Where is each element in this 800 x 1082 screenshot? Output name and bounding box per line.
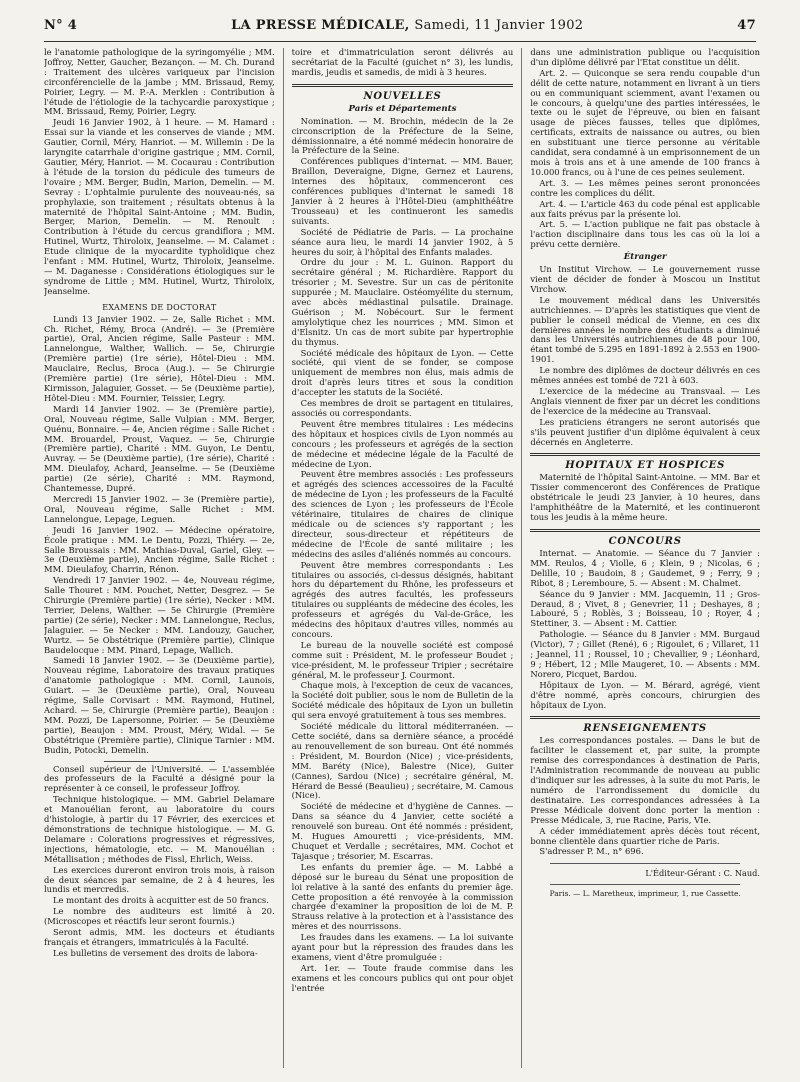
paragraph: Jeudi 16 Janvier 1902. — Médecine opératoire, École pratique : MM. Le Dentu, Pozzi, Thiéry. — 2e, Salle Broussais : MM. Mathias-Duval, Gariel, Gley. — 3e (Deuxième partie), Ancien régime, Salle Richet : MM. Dieulafoy, Charrin, Rénon. xyxy=(44,524,275,575)
paragraph: Art. 3. — Les mêmes peines seront prononcées contre les complices du délit. xyxy=(530,177,760,198)
paragraph: Ces membres de droit se partagent en titulaires, associés ou correspondants. xyxy=(291,398,514,418)
paragraph: Le mouvement médical dans les Universités autrichiennes. — D'après les statistiques que vient de publier le conseil médical de Vienne, en ces dix dernières années le nombre des étudiants a diminué dans les Universités autrichiennes de 48 pour 100, étant tombé de 5.295 en 1891-1892 à 2.553 en 1900-1901. xyxy=(530,294,760,365)
column-1 xyxy=(44,48,283,1068)
paragraph: Maternité de l'hôpital Saint-Antoine. — MM. Bar et Tissier commenceront des Conférences de Pratique obstétricale le jeudi 23 Janvier, à 10 heures, dans l'amphithéâtre de la Maternité, et les continueront tous les jeudis à la même heure. xyxy=(530,472,760,523)
paragraph: A céder immédiatement après décès tout récent, bonne clientèle dans quartier riche de Paris. xyxy=(530,825,760,846)
paragraph: Art. 5. — L'action publique ne fait pas obstacle à l'action disciplinaire dans tous les cas où la loi a prévu cette dernière. xyxy=(530,219,760,250)
page-header xyxy=(44,18,756,42)
paragraph: Séance du 9 Janvier : MM. Jacquemin, 11 ; Gros-Deraud, 8 ; Vivet, 8 ; Genevrier, 11 ; Deshayes, 8 ; Labouré, 5 ; Roblès, 3 ; Boisseau, 10 ; Royer, 4 ; Stettiner, 3. — Absent : M. Cattier. xyxy=(530,588,760,629)
paragraph: Les bulletins de versement des droits de labora- xyxy=(53,947,258,958)
paragraph: toire et d'immatriculation seront délivrés au secrétariat de la Faculté (guichet n° 3), les lundis, mardis, jeudis et samedis, de midi à 3 heures. xyxy=(291,48,514,77)
paragraph: Art. 4. — L'article 463 du code pénal est applicable aux faits prévus par la présente loi. xyxy=(530,198,760,219)
page-number: 47 xyxy=(737,18,756,33)
printer-imprint: Paris. — L. Maretheux, imprimeur, 1, rue Cassette. xyxy=(549,889,741,899)
paragraph: Seront admis, MM. les docteurs et étudiants français et étrangers, immatriculés à la Faculté. xyxy=(44,927,275,947)
subsection-heading: Paris et Départements xyxy=(348,103,457,114)
paragraph: Mercredi 15 Janvier 1902. — 3e (Première partie), Oral, Nouveau régime, Salle Richet : MM. Lannelongue, Lepage, Leguen. xyxy=(44,493,275,524)
section-heading: EXAMENS DE DOCTORAT xyxy=(102,302,217,312)
masthead xyxy=(231,18,583,33)
paragraph: Les praticiens étrangers ne seront autorisés que s'ils peuvent justifier d'un diplôme équivalent à ceux décernés en Angleterre. xyxy=(530,416,760,447)
divider xyxy=(550,884,740,885)
issue-date: Samedi, 11 Janvier 1902 xyxy=(414,18,584,33)
divider xyxy=(104,761,215,762)
paragraph: Société médicale du littoral méditerranéen. — Cette société, dans sa dernière séance, a procédé au renouvellement de son bureau. Ont été nommés : Président, M. Bourdon (Nice) ; vice-présidents, MM. Baréty (Nice), Balestre (Nice), Guiter (Cannes), Sardou (Nice) ; secrétaire général, M. Hérard de Bessé (Beaulieu) ; secrétaire, M. Camous (Nice). xyxy=(291,721,514,801)
issue-number: N° 4 xyxy=(44,18,78,33)
section-heading-renseignements: RENSEIGNEMENTS xyxy=(530,716,760,734)
paragraph: Le bureau de la nouvelle société est composé comme suit : Président, M. le professeur Boudet ; vice-président, M. le professeur Tripier ; secrétaire général, M. le professeur J. Courmont. xyxy=(291,639,514,680)
columns xyxy=(44,48,760,1068)
paragraph: Le nombre des auditeurs est limité à 20. (Microscopes et réactifs leur seront fournis.) xyxy=(44,906,275,927)
paragraph: L'exercice de la médecine au Transvaal. — Les Anglais viennent de fixer par un décret les conditions de l'exercice de la médecine au Transvaal. xyxy=(530,386,760,416)
paragraph: Société médicale des hôpitaux de Lyon. — Cette société, qui vient de se fonder, se compose uniquement de membres non élus, mais admis de droit d'après leurs titres et sous la condition d'accepter les statuts de la Société. xyxy=(291,347,514,398)
paragraph: Peuvent être membres associés : Les professeurs et agrégés des sciences accessoires de la Faculté de médecine de Lyon ; les professeurs de la Faculté des sciences de Lyon ; les professeurs de l'École vétérinaire, titulaires de chaires de clinique médicale ou de sciences s'y rapportant ; les directeur, sous-directeur et répétiteurs de médecine de l'École de santé militaire ; les médecins des asiles d'aliénés nommés au concours. xyxy=(291,469,514,559)
paragraph: Mardi 14 Janvier 1902. — 3e (Première partie), Oral, Nouveau régime, Salle Vulpian : MM. Berger, Quénu, Bonnaire. — 4e, Ancien régime : Salle Richet : MM. Brouardel, Proust, Vaquez. — 5e, Chirurgie (Première partie), Charité : MM. Guyon, Le Dentu, Auvray. — 5e (Deuxième partie), (1re série), Charité : MM. Dieulafoy, Achard, Jeanselme. — 5e (Deuxième partie) (2e série), Charité : MM. Raymond, Chantemesse, Dupré. xyxy=(44,403,275,494)
divider xyxy=(550,863,740,864)
column-2 xyxy=(283,48,522,1068)
paragraph: dans une administration publique ou l'acquisition d'un diplôme délivré par l'Etat constitue un délit. xyxy=(530,48,760,67)
paragraph: Peuvent être membres titulaires : Les médecins des hôpitaux et hospices civils de Lyon nommés au concours ; les professeurs et agrégés de la section de médecine et médecine légale de la Faculté de médecine de Lyon. xyxy=(291,418,514,469)
paragraph: S'adresser P. M., n° 696. xyxy=(539,846,644,857)
paragraph: Jeudi 16 Janvier 1902, à 1 heure. — M. Hamard : Essai sur la viande et les conserves de viande ; MM. Gautier, Cornil, Méry, Hanriot. — M. Willemin : De la laryngite catarrhale d'origine gastrique ; MM. Cornil, Gautier, Méry, Hanriot. — M. Cocaurau : Contribution à l'étude de la torsion du pédicule des tumeurs de l'ovaire ; MM. Berger, Budin, Marion, Demelin. — M. Sevray : L'ophtalmie purulente des nouveau-nés, sa prophylaxie, son traitement ; résultats obtenus à la maternité de l'hôpital Saint-Antoine ; MM. Budin, Berger, Marion, Demelin. — M. Renoult : Contribution à l'étude du cercus grandiflora ; MM. Hutinel, Wurtz, Thiroloix, Jeanselme. — M. Calamet : Etude clinique de la myocardite typhoïdique chez l'enfant : MM. Hutinel, Wurtz, Thiroloix, Jeanselme. — M. Daganesse : Considérations étiologiques sur le syndrome de Little ; MM. Hutinel, Wurtz, Thiroloix, Jeanselme. xyxy=(44,117,275,296)
paragraph: Les exercices dureront environ trois mois, à raison de deux séances par semaine, de 2 à 4 heures, les lundis et mercredis. xyxy=(44,864,275,895)
paragraph: Un Institut Virchow. — Le gouvernement russe vient de décider de fonder à Moscou un Institut Virchow. xyxy=(530,264,760,294)
paragraph: Peuvent être membres correspondants : Les titulaires ou associés, ci-dessus désignés, habitant hors du département du Rhône, les professeurs et agrégés des autres facultés, les professeurs titulaires ou suppléants de médecine des écoles, les professeurs et agrégés du Val-de-Grâce, les médecins des hôpitaux d'autres villes, nommés au concours. xyxy=(291,559,514,639)
section-heading-nouvelles: NOUVELLES xyxy=(292,84,514,102)
paragraph: Lundi 13 Janvier 1902. — 2e, Salle Richet : MM. Ch. Richet, Rémy, Broca (André). — 3e (Première partie), Oral, Ancien régime, Salle Pasteur : MM. Lannelongue, Walther, Wallich. — 5e, Chirurgie (Première partie) (1re série), Hôtel-Dieu : MM. Mauclaire, Reclus, Broca (Aug.). — 5e Chirurgie (Première partie) (1re série), Hôtel-Dieu : MM. Kirmisson, Jalaguier, Gosset. — 5e (Deuxième partie), Hôtel-Dieu : MM. Fournier, Teissier, Legry. xyxy=(44,313,275,403)
paragraph: Pathologie. — Séance du 8 Janvier : MM. Burgaud (Victor), 7 ; Gillet (René), 6 ; Rigoulet, 6 ; Villaret, 11 ; Jeannel, 11 ; Roussel, 10 ; Chevallier, 9 ; Léonhard, 9 ; Hébert, 12 ; Mlle Maugeret, 10. — Absents : MM. Norero, Picquet, Bardou. xyxy=(530,629,760,679)
paragraph: Vendredi 17 Janvier 1902. — 4e, Nouveau régime, Salle Thouret : MM. Pouchet, Netter, Desgrez. — 5e Chirurgie (Première partie) (1re série), Necker : MM. Terrier, Delens, Walther. — 5e Chirurgie (Première partie) (2e série), Necker : MM. Lannelongue, Reclus, Jalaguier. — 5e Necker : MM. Landouzy, Gaucher, Wurtz. — 5e Obstétrique (Première partie), Clinique Baudelocque : MM. Pinard, Lepage, Wallich. xyxy=(44,575,275,655)
paragraph: Le nombre des diplômes de docteur délivrés en ces mêmes années est tombé de 721 à 603. xyxy=(530,365,760,386)
editor-signature: L'Éditeur-Gérant : C. Naud. xyxy=(645,868,760,879)
paragraph: Internat. — Anatomie. — Séance du 7 Janvier : MM. Reulos, 4 ; Violle, 6 ; Klein, 9 ; Nicolas, 6 ; Delille, 10 ; Baudoin, 8 ; Gaudemet, 9 ; Ferry, 9 ; Ribot, 8 ; Leremboure, 5. — Absent : M. Chalmet. xyxy=(530,547,760,588)
section-heading-concours: CONCOURS xyxy=(530,529,760,547)
paragraph: Hôpitaux de Lyon. — M. Bérard, agrégé, vient d'être nommé, après concours, chirurgien des hôpitaux de Lyon. xyxy=(530,679,760,710)
paragraph: Chaque mois, à l'exception de ceux de vacances, la Société doit publier, sous le nom de Bulletin de la Société médicale des hôpitaux de Lyon un bulletin qui sera envoyé gratuitement à tous ses membres. xyxy=(291,680,514,721)
paragraph: Nomination. — M. Brochin, médecin de la 2e circonscription de la Préfecture de la Seine, démissionnaire, a été nommé médecin honoraire de la Préfecture de la Seine. xyxy=(291,115,514,156)
paragraph: Conseil supérieur de l'Université. — L'assemblée des professeurs de la Faculté a désigné pour la représenter à ce conseil, le professeur Joffroy. xyxy=(44,763,275,794)
subsection-heading: Étranger xyxy=(623,252,667,263)
journal-title: LA PRESSE MÉDICALE, xyxy=(231,18,410,33)
paragraph: Société de Pédiatrie de Paris. — La prochaine séance aura lieu, le mardi 14 janvier 1902, à 5 heures du soir, à l'hôpital des Enfants malades. xyxy=(291,226,514,257)
column-3 xyxy=(521,48,760,1068)
paragraph: Les correspondances postales. — Dans le but de faciliter le classement et, par suite, la prompte remise des correspondances à destination de Paris, l'Administration recommande de nouveau au public d'indiquer sur les adresses, à la suite du mot Paris, le numéro de l'arrondissement du domicile du destinataire. Les correspondances adressées à La Presse Médicale doivent donc porter la mention : Presse Médicale, 3, rue Racine, Paris, VIe. xyxy=(530,735,760,825)
paragraph: Samedi 18 Janvier 1902. — 3e (Deuxième partie), Nouveau régime, Laboratoire des travaux pratiques d'anatomie pathologique : MM. Cornil, Launois, Guiart. — 3e (Deuxième partie), Oral, Nouveau régime, Salle Corvisart : MM. Raymond, Hutinel, Achard. — 5e, Chirurgie (Première partie), Beaujon : MM. Pozzi, De Lapersonne, Poirier. — 5e (Deuxième partie), Beaujon : MM. Proust, Méry, Widal. — 5e Obstétrique (Première partie), Clinique Tarnier : MM. Budin, Potocki, Demelin. xyxy=(44,655,275,755)
section-heading-hopitaux: HOPITAUX ET HOSPICES xyxy=(530,453,760,471)
paragraph: Le montant des droits à acquitter est de 50 francs. xyxy=(53,895,269,906)
paragraph: Les enfants du premier âge. — M. Labbé a déposé sur le bureau du Sénat une proposition de loi relative à la santé des enfants du premier âge. Cette proposition a été renvoyée à la commission chargée d'examiner la proposition de loi de M. P. Strauss relative à la protection et à l'assistance des mères et des nourrissons. xyxy=(291,861,514,932)
paragraph: Société de médecine et d'hygiène de Cannes. — Dans sa séance du 4 Janvier, cette société a renouvelé son bureau. Ont été nommés : président, M. Hugues Amouretti ; vice-présidents, MM. Chuquet et Verdalle ; secrétaires, MM. Cochot et Tajasque ; trésorier, M. Escarras. xyxy=(291,801,514,861)
paragraph: Ordre du jour : M. L. Guinon. Rapport du secrétaire général ; M. Richardière. Rapport du trésorier ; M. Sevestre. Sur un cas de péritonite suppurée ; M. Mauclaire. Ostéomyélite du sternum, avec abcès médiastinal pulsatile. Drainage. Guérison ; M. Nobécourt. Sur le ferment amylolytique chez les nourrices ; MM. Simon et d'Elsnitz. Un cas de mort subite par hypertrophie du thymus. xyxy=(291,257,514,347)
paragraph: le l'anatomie pathologique de la syringomyélie ; MM. Joffroy, Netter, Gaucher, Bezançon. — M. Ch. Durand : Traitement des ulcères variqueux par l'incision circonférencielle de la jambe ; MM. Brissaud, Remy, Poirier, Legry. — M. P.-A. Merklen : Contribution à l'étude de l'étiologie de la tachycardie paroxystique ; MM. Brissaud, Remy, Poirier, Legry. xyxy=(44,48,275,117)
paragraph: Technique histologique. — MM. Gabriel Delamare et Manouélian feront, au laboratoire du cours d'histologie, à partir du 17 Février, des exercices et démonstrations de technique histologique. — M. G. Delamare : Colorations progressives et régressives, injections, hématologie, etc. — M. Manouélian : Métallisation ; méthodes de Fissl, Ehrlich, Weiss. xyxy=(44,794,275,864)
paragraph: Art. 1er. — Toute fraude commise dans les examens et les concours publics qui ont pour objet l'entrée xyxy=(291,962,514,993)
paragraph: Art. 2. — Quiconque se sera rendu coupable d'un délit de cette nature, notamment en livrant à un tiers ou en communiquant sciemment, avant l'examen ou le concours, à quelqu'une des parties intéressées, le texte ou le sujet de l'épreuve, ou bien en faisant usage de pièces fausses, telles que diplômes, certificats, extraits de naissance ou autres, ou bien en substituant une tierce personne au véritable candidat, sera condamné à un emprisonnement de un mois à trois ans et à une amende de 100 francs à 10.000 francs, ou à l'une de ces peines seulement. xyxy=(530,67,760,177)
paragraph: Les fraudes dans les examens. — La loi suivante ayant pour but la répression des fraudes dans les examens, vient d'être promulguée : xyxy=(291,932,514,962)
paragraph: Conférences publiques d'internat. — MM. Bauer, Braillon, Deveraigne, Digne, Gernez et Laurens, internes des hôpitaux, commenceront ces conférences publiques d'internat le samedi 18 Janvier à 2 heures à l'Hôtel-Dieu (amphithéâtre Trousseau) et les continueront les samedis suivants. xyxy=(291,156,514,226)
